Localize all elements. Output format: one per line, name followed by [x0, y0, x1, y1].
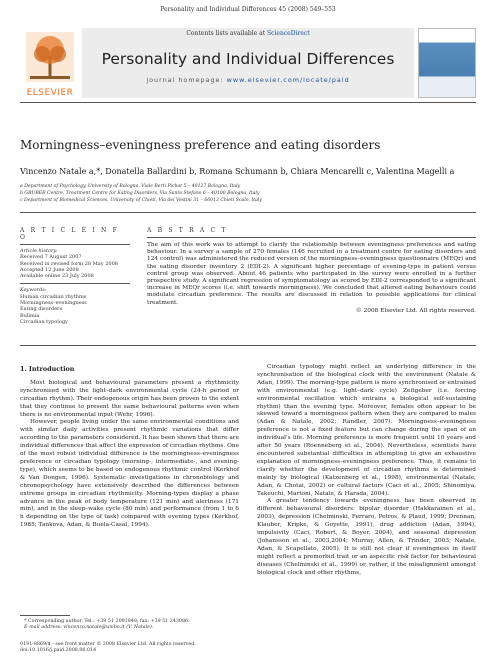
- body-paragraph: Circadian typology might reflect an underlying difference in the synchronisation of the biological clock with the environment (Natale & Adan, 1999). The morning-type pattern is more synchronised or entrained with environmental (e.g. light–dark cycle) Zeitgeber (i.e. forcing environmental oscillation which entrains a biological self-sustaining rhythm) than the evening type. Moreover, females often appear to be skewed toward a morningness pattern when they are compared to males (Adan & Natale, 2002; Randler, 2007). Morningness–eveningness preference is not a fixed feature but can change during the span of an individual's life. Morning preference is more frequent until 10 years and after 50 years (Roenneberg et al., 2004). Nevertheless, scientists have encountered substantial difficulties in attempting to give an exhaustive explanation of morningness–eveningness preference. Thus, it remains to clarify whether the development of circadian rhythms is determined mainly by biological (Katzenberg et al., 1998), environmental (Natale, Adan, & Chotai, 2002) or cultural factors (Caci et al., 2005; Shinomiya, Takeuchi, Martoni, Natale, & Harada, 2004).: [257, 364, 476, 497]
- keyword-item: Morningness–eveningness: [20, 300, 87, 307]
- elsevier-logo: [20, 28, 80, 98]
- doi-line: doi:10.1016/j.paid.2008.06.014: [20, 648, 97, 653]
- article-title: Morningness–eveningness preference and eating disorders: [20, 138, 381, 152]
- contents-prefix: Contents lists available at: [186, 30, 268, 37]
- affiliation-b: b GRUBER Centre, Treatment Centre for Eating Disorders, Via Santo Stefano 6 – 40100 Bologna, Italy: [20, 191, 260, 196]
- section-heading-introduction: 1. Introduction: [20, 365, 75, 373]
- affiliation-c: c Department of Biomedical Sciences, University of Chieti, Via dei Vestini 31 – 66013 Chieti Scalo, Italy: [20, 198, 262, 203]
- abstract-rule: [20, 345, 476, 346]
- article-history: [20, 248, 130, 279]
- publication-info: [20, 642, 260, 654]
- header-rule: [20, 212, 476, 213]
- journal-cover-thumbnail: [418, 28, 476, 98]
- corresponding-author-note: * Corresponding author. Tel.: +39 51 2091848; fax: +39 51 243086.: [24, 619, 190, 624]
- contents-line: [82, 30, 414, 37]
- email-note: E-mail address: vincenzo.natale@unibo.it (V. Natale).: [24, 625, 154, 630]
- history-received: Received 7 August 2007: [20, 254, 82, 261]
- keyword-item: Circadian typology: [20, 318, 68, 325]
- footnote-rule: [20, 615, 70, 616]
- masthead-rule: [20, 102, 476, 103]
- keyword-item: Human circadian rhythms: [20, 293, 87, 300]
- footnote: [24, 619, 239, 631]
- abstract-panel: [147, 227, 476, 314]
- issn-line: 0191-8869/$ - see front matter © 2008 Elsevier Ltd. All rights reserved.: [20, 642, 196, 647]
- abstract-text: The aim of this work was to attempt to clarify the relationship between eveningness preferences and eating behaviour. In a survey a sample of 270 females (146 recruited in a treatment centre for eating disorders and 124 control) was administered the reduced version of the morningness–eveningness questionnaire (MEQr) and the eating disorder inventory 2 (EDI-2). A significant higher percentage of evening-type in patient versus control group was observed. About 46 patients who participated in the survey were enrolled in a further prospective study. A significant regression of symptomatology as scored by EDI-2 corresponded to a significant increase in MEQr scores (i.e. shift towards morningness). We concluded that altered eating behaviours could modulate circadian preference. The results are discussed in relation to possible applications for clinical treatment.: [147, 242, 476, 306]
- left-column: [20, 366, 239, 530]
- abstract-copyright: © 2008 Elsevier Ltd. All rights reserved.: [355, 307, 476, 314]
- affiliation-a: a Department of Psychology, University of Bologna, Viale Berti Pichat 5 – 40127 Bologna, Italy: [20, 184, 241, 189]
- history-label: Article history:: [20, 248, 58, 254]
- sciencedirect-link[interactable]: ScienceDirect: [267, 30, 310, 37]
- body-paragraph: Most biological and behavioural parameters present a rhythmicity synchronised with the light–dark environmental cycle (24-h period or circadian rhythm). Their endogenous origin has been proven to the extent that they continue to present the same behavioural patterns even when there is no environmental input (Wehr, 1996).: [20, 379, 239, 418]
- abstract-heading: A B S T R A C T: [147, 227, 228, 234]
- journal-homepage: [82, 76, 414, 84]
- article-info-panel: [20, 227, 130, 325]
- journal-title: Personality and Individual Differences: [101, 50, 395, 68]
- article-info-heading: A R T I C L E I N F O: [20, 227, 119, 241]
- author-list: Vincenzo Natale a,*, Donatella Ballardini b, Romana Schumann b, Chiara Mencarelli c, Valentina Magelli a: [20, 167, 455, 176]
- keyword-item: Bulimia: [20, 312, 40, 319]
- publisher-name: ELSEVIER: [26, 88, 74, 98]
- history-online: Available online 23 July 2008: [20, 273, 94, 280]
- running-header: Personality and Individual Differences 45 (2008) 549–553: [160, 6, 336, 13]
- homepage-link[interactable]: www.elsevier.com/locate/paid: [226, 76, 350, 84]
- history-accepted: Accepted 12 June 2008: [20, 266, 79, 273]
- journal-masthead: [20, 28, 476, 98]
- masthead-banner: [82, 28, 414, 98]
- history-revised: Received in revised form 28 May 2008: [20, 260, 118, 267]
- body-paragraph: However, people living under the same environmental conditions and with similar daily activities present rhythmic variations that differ according to the parameters considered. It has been shown that there are individual differences that affect the expression of circadian rhythms. One of the most robust individual difference is the morningness–eveningness preference or circadian typology (morning-, intermediate-, and evening-type), which seems to be based on endogenous rhythmic control (Kerkhof & Van Dongen, 1996). Systematic investigations in chronobiology and chronopsychology have extensively described the differences between extreme groups in circadian rhythmicity. Morning-types display a phase advance in the peak of body temperature (121 min) and alertness (171 min), and in the sleep–wake cycle (80 min) and performance (from 1 to 6 h depending on the type of task) compared with evening types (Kerkhof, 1985; Tankova, Adan, & Buela-Casal, 1994).: [20, 419, 239, 529]
- keywords-label: Keywords:: [20, 287, 47, 294]
- elsevier-tree-icon: [20, 28, 80, 86]
- homepage-prefix: journal homepage:: [146, 76, 227, 84]
- keywords: [20, 287, 130, 325]
- body-paragraph: A greater tendency towards eveningness has been observed in different behavioural disorders: bipolar disorder (Hakkarainen et al., 2003), depression (Chelminski, Ferraro, Petros, & Plaud, 1999; Drennan, Klauber, Kripke, & Goyette, 1991), drug addiction (Adan, 1994), impulsivity (Caci, Robert, & Boyer, 2004), and seasonal depression (Johansson et al., 2003,2004; Murray, Allen, & Trinder, 2003; Natale, Adan, & Scapellato, 2005). It is still not clear if eveningness in itself might reflect a premorbid trait or an aspecific risk factor for behavioural diseases (Chelminski et al., 1999) or, rather, if the misalignment amongst biological clock and other rhythms,: [257, 498, 476, 576]
- keyword-item: Eating disorders: [20, 306, 63, 313]
- right-column: [257, 364, 476, 577]
